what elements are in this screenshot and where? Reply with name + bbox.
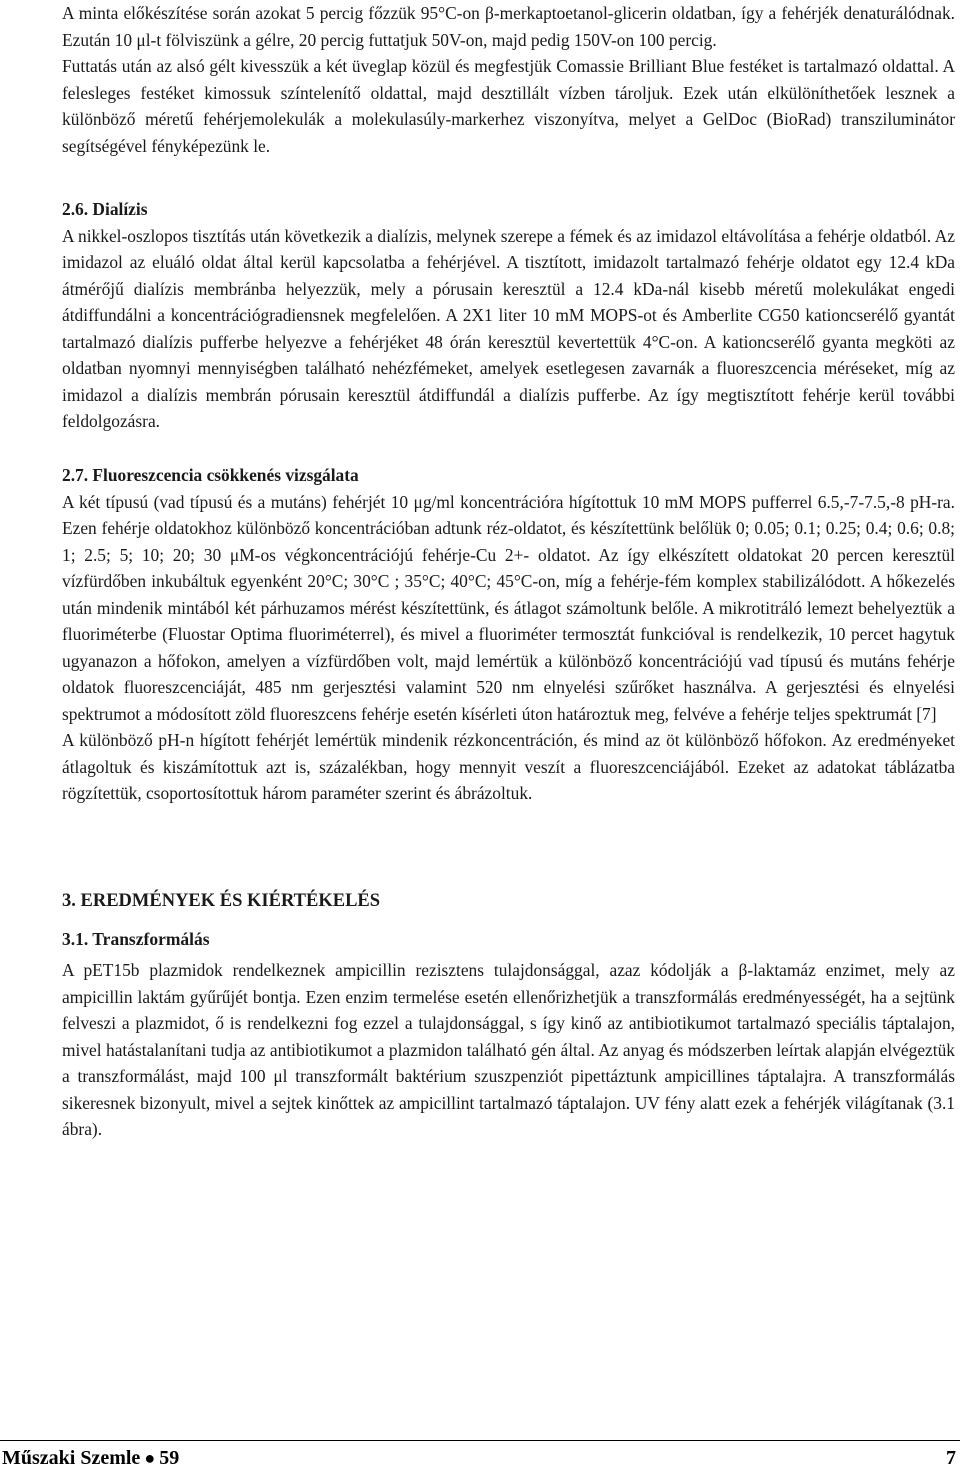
section-dialysis [62, 196, 955, 435]
footer-page-number: 7 [946, 1447, 956, 1469]
intro-paragraph-1: A minta előkészítése során azokat 5 percig főzzük 95°C-on β-merkaptoetanol-glicerin oldatban, így a fehérjék denaturálódnak. Ezután 10 μl-t fölviszünk a gélre, 20 percig futtatjuk 50V-on, majd pedig 150V-on 100 percig. [62, 3, 955, 50]
footer-rule [0, 1440, 960, 1441]
footer-issue-number: 59 [159, 1447, 180, 1469]
section-fluorescence-paragraph-1: A két típusú (vad típusú és a mutáns) fehérjét 10 μg/ml koncentrációra hígítottuk 10 mM MOPS pufferrel 6.5,-7-7.5,-8 pH-ra. Ezen fehérje oldatokhoz különböző koncentrációban adtunk réz-oldatot, és készítettünk belőlük 0; 0.05; 0.1; 0.25; 0.4; 0.6; 0.8; 1; 2.5; 5; 10; 20; 30 μM-os végkoncentrációjú fehérje-Cu 2+- oldatot. Az így elkészített oldatokat 20 percen keresztül vízfürdőben inkubáltuk egyenként 20°C; 30°C ; 35°C; 40°C; 45°C-on, míg a fehérje-fém komplex stabilizálódott. A hőkezelés után mindenik mintából két párhuzamos mérést készítettünk, és átlagot számoltunk belőle. A mikrotitráló lemezt behelyeztük a fluoriméterbe (Fluostar Optima fluoriméterrel), és mivel a fluoriméter termosztát funkcióval is rendelkezik, 10 percet hagytuk ugyanazon a hőfokon, amelyen a vízfürdőben volt, majd lemértük a különböző koncentrációjú vad típusú és mutáns fehérje oldatok fluoreszcenciáját, 485 nm gerjesztési valamint 520 nm elnyelési szűrőket használva. A gerjesztési és elnyelési spektrumot a módosított zöld fluoreszcens fehérje esetén kísérleti úton határoztuk meg, felvéve a fehérje teljes spektrumát [7] [62, 491, 955, 724]
section-fluorescence [62, 462, 955, 807]
section-fluorescence-paragraph-2: A különböző pH-n hígított fehérjét lemértük mindenik rézkoncentráción, és mind az öt különböző hőfokon. Az eredményeket átlagoltuk és kiszámítottuk azt is, százalékban, hogy mennyit veszít a fluoreszcenciájából. Ezeket az adatokat táblázatba rögzítettük, csoportosítottuk három paraméter szerint és ábrázoltuk. [62, 730, 955, 803]
section-transformation-heading: 3.1. Transzformálás [62, 929, 210, 949]
section-transformation [62, 957, 955, 1143]
intro-section [62, 0, 955, 159]
intro-paragraph-2: Futtatás után az alsó gélt kivesszük a két üveglap közül és megfestjük Comassie Brilliant Blue festéket is tartalmazó oldattal. A felesleges festéket kimossuk színtelenítő oldattal, majd desztillált vízben tároljuk. Ezek után elkülöníthetőek lesznek a különböző méretű fehérjemolekulák a molekulasúly-markerhez viszonyítva, melyet a GelDoc (BioRad) transziluminátor segítségével fényképezünk le. [62, 56, 955, 156]
page-footer [0, 1440, 960, 1474]
section-transformation-paragraph: A pET15b plazmidok rendelkeznek ampicillin rezisztens tulajdonsággal, azaz kódolják a β-laktamáz enzimet, mely az ampicillin laktám gyűrűjét bontja. Ezen enzim termelése esetén ellenőrizhetjük a transzformálás eredményességét, ha a sejtünk felveszi a plazmidot, ő is rendelkezni fog ezzel a tulajdonsággal, s így kinő az antibiotikumot tartalmazó speciális táptalajon, mivel hatástalanítani tudja az antibiotikumot a plazmidon található gén által. Az anyag és módszerben leírtak alapján elvégeztük a transzformálást, majd 100 μl transzformált baktérium szuszpenziót pipettáztunk ampicillines táptalajra. A transzformálás sikeresnek bizonyult, mivel a sejtek kinőttek az ampicillint tartalmazó táptalajon. UV fény alatt ezek a fehérjék világítanak (3.1 ábra). [62, 960, 955, 1139]
footer-journal-name: Műszaki Szemle [2, 1447, 141, 1469]
bullet-icon: ● [144, 1448, 156, 1468]
footer-journal-info [2, 1447, 179, 1470]
section-results-heading: 3. EREDMÉNYEK ÉS KIÉRTÉKELÉS [62, 891, 381, 911]
section-dialysis-paragraph: A nikkel-oszlopos tisztítás után következik a dialízis, melynek szerepe a fémek és az imidazol eltávolítása a fehérje oldatból. Az imidazol az eluáló oldat által kerül kapcsolatba a fehérjével. A tisztított, imidazolt tartalmazó fehérje oldatot egy 12.4 kDa átmérőjű dialízis membránba helyezzük, mely a pórusain keresztül a 12.4 kDa-nál kisebb méretű molekulákat engedi átdiffundálni a koncentrációgradiensnek megfelelően. A 2X1 liter 10 mM MOPS-ot és Amberlite CG50 kationcserélő gyantát tartalmazó dialízis pufferbe helyezve a fehérjéket 48 órán keresztül kevertettük 4°C-on. A kationcserélő gyanta megköti az oldatban nyomnyi mennyiségben található nehézfémeket, amelyek esetlegesen zavarnák a fluoreszcencia méréseket, míg az imidazol a dialízis membrán pórusain keresztül átdiffundál a dialízis pufferbe. Az így megtisztított fehérje kerül további feldolgozásra. [62, 225, 955, 431]
section-fluorescence-heading: 2.7. Fluoreszcencia csökkenés vizsgálata [62, 465, 359, 485]
section-dialysis-heading: 2.6. Dialízis [62, 199, 148, 219]
